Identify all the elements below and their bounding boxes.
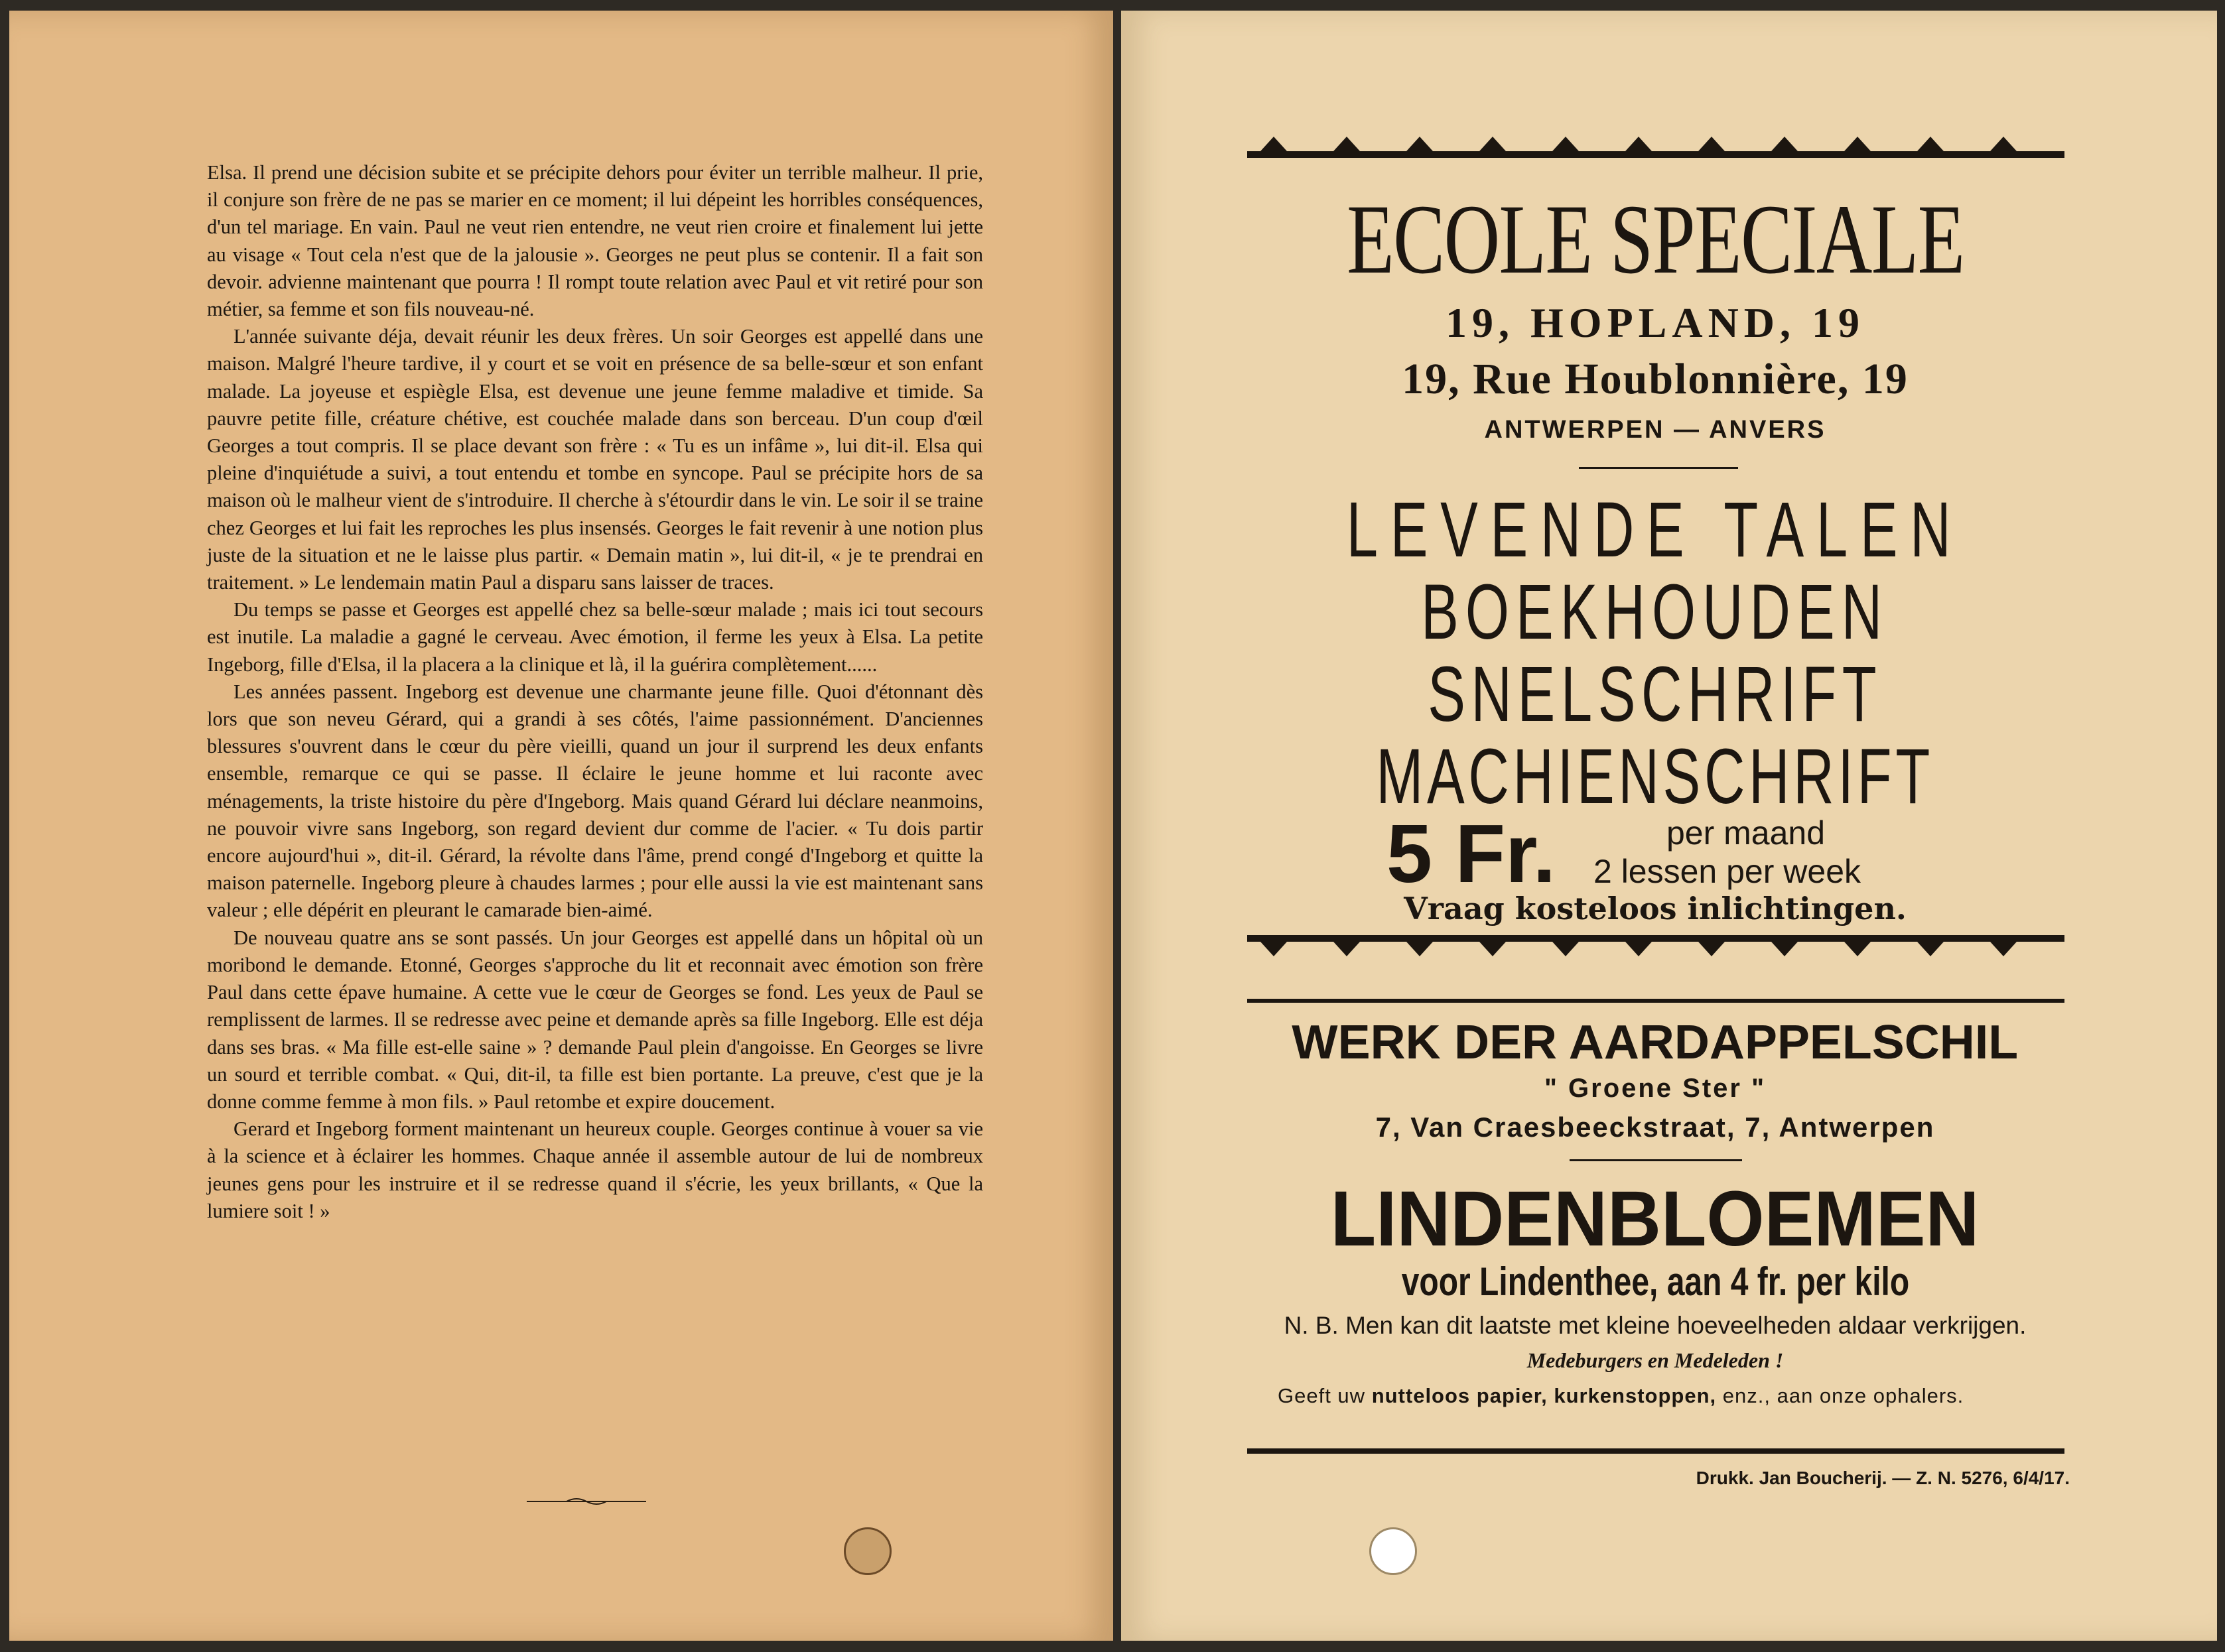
subject-line (1207, 568, 2103, 656)
werk-subtitle: " Groene Ster " (1544, 1074, 1767, 1103)
subject-line (1207, 733, 2103, 820)
story-paragraph: L'année suivante déja, devait réunir les deux frères. Un soir Georges est appellé dans une maison. Malgré l'heure tardive, il y court et se voit en présence de sa belle-sœur et son enfant malade. La joyeuse et espiègle Elsa, est devenue une jeune femme maladive et timide. Sa pauvre petite fille, créature chétive, est couchée malade dans son berceau. D'un coup d'œil Georges a tout compris. Il se place devant son frère : « Tu es un infâme », lui dit-il. Elsa qui pleine d'inquiétude a suivi, a tout entendu et tombe en syncope. Paul se précipite hors de sa maison où le malheur vient de s'introduire. Il cherche à s'étourdir dans le vin. Le soir il se traine chez Georges et lui fait les reproches les plus insensés. Georges le fait revenir à une notion plus juste de la situation et ne le laisse plus partir. « Demain matin », lui dit-il, « je te prendrai en traitement. » Le lendemain matin Paul a disparu sans laisser de traces. (207, 325, 983, 594)
appeal-bold-text: nutteloos papier, kurkenstoppen, (1371, 1384, 1717, 1407)
werk-title-text: WERK DER AARDAPPELSCHIL (1292, 1016, 2019, 1069)
werk-title (1207, 1016, 2103, 1069)
story-paragraph: Les années passent. Ingeborg est devenue une charmante jeune fille. Quoi d'étonnant dès lors que son neveu Gérard, qui a grandi à ses côtés, l'aime passionnément. D'anciennes blessures s'ouvrent dans le cœur du père vieilli, quand un jour il surprend les deux enfants ensemble, remarque ce qui se passe. Il éclaire le jeune homme et lui raconte avec ménagements, la triste histoire du père d'Ingeborg. Mais quand Gérard lui déclare neanmoins, ne pouvoir vivre sans Ingeborg, son regard devient dur comme de l'acier. « Tu dois partir encore aujourd'hui », dit-il. Gérard, la révolte dans l'âme, prend congé d'Ingeborg et quitte la maison paternelle. Ingeborg pleure à chaudes larmes ; pour elle aussi la vie est maintenant sans valeur ; elle dépérit en pleurant le camarade bien-aimé. (207, 680, 983, 922)
subject-text: MACHIENSCHRIFT (1376, 733, 1934, 820)
right-page (1121, 11, 2217, 1641)
punch-hole (844, 1527, 892, 1575)
subject-text: BOEKHOUDEN (1421, 568, 1889, 656)
werk-address: 7, Van Craesbeeckstraat, 7, Antwerpen (1375, 1112, 1935, 1143)
appeal-text-end: enz., aan onze ophalers. (1716, 1384, 1964, 1407)
appeal-text: Geeft uw (1278, 1384, 1372, 1407)
appeal (1278, 1382, 2041, 1410)
school-address-line1: 19, HOPLAND, 19 (1446, 299, 1865, 346)
school-city: ANTWERPEN — ANVERS (1484, 416, 1826, 444)
story-paragraph: Elsa. Il prend une décision subite et se précipite dehors pour éviter un terrible malheur. Il prie, il conjure son frère de ne pas se marier en ce moment; il lui dépeint les horribles conséquences, d'un tel mariage. En vain. Paul ne veut rien entendre, ne veut rien croire et finalement lui jette au visage « Tout cela n'est que de la jalousie ». Georges ne peut plus se contenir. Il a fait son devoir. advienne maintenant que pourra ! Il rompt toute relation avec Paul et vit retiré pour son métier, sa femme et son fils nouveau-né. (207, 161, 983, 321)
divider (1247, 1448, 2064, 1454)
subject-text: LEVENDE TALEN (1347, 486, 1964, 574)
school-title-text: ECOLE SPECIALE (1346, 184, 1964, 294)
linden-subtitle-text: voor Lindenthee, aan 4 fr. per kilo (1401, 1259, 1909, 1304)
left-page (9, 11, 1113, 1641)
linden-note: N. B. Men kan dit laatste met kleine hoeveelheden aldaar verkrijgen. (1284, 1312, 2027, 1339)
call-to-action: Vraag kosteloos inlichtingen. (1404, 891, 1907, 926)
price-note-lessons: 2 lessen per week (1593, 853, 1861, 890)
story-text (207, 159, 983, 1225)
divider (1247, 999, 2064, 1003)
linden-subtitle (1207, 1260, 2103, 1304)
subject-text: SNELSCHRIFT (1428, 651, 1883, 738)
school-address-line2: 19, Rue Houblonnière, 19 (1402, 355, 1909, 403)
subject-line (1207, 651, 2103, 738)
story-paragraph: Gerard et Ingeborg forment maintenant un heureux couple. Georges continue à vouer sa vie à la science et à éclairer les hommes. Chaque année il assemble autour de lui de nombreux jeunes gens pour les instruire et il se redresse quand il s'écrie, les yeux brillants, « Que la lumiere soit ! » (207, 1117, 983, 1222)
ornamental-border-middle (1247, 932, 2064, 960)
divider (1579, 467, 1738, 469)
price: 5 Fr. (1386, 808, 1556, 900)
linden-title-text: LINDENBLOEMEN (1331, 1175, 1980, 1263)
linden-title (1207, 1175, 2103, 1263)
end-ornament (527, 1496, 646, 1507)
story-paragraph: De nouveau quatre ans se sont passés. Un jour Georges est appellé dans un hôpital où un moribond le demande. Etonné, Georges s'approche du lit et reconnait avec émotion son frère Paul dans cette épave humaine. A cette vue le cœur de Georges se fond. Les yeux de Paul se remplissent de larmes. Il se redresse avec peine et demande après sa fille Ingeborg. Elle est déja dans ses bras. « Ma fille est-elle saine » ? demande Paul plein d'angoisse. En Georges se livre un sourd et terrible combat. « Qui, dit-il, ta fille est bien portante. La preuve, c'est que je la donne comme femme à mon fils. » Paul retombe et expire doucement. (207, 926, 983, 1113)
punch-hole (1369, 1527, 1417, 1575)
school-title (1207, 184, 2103, 294)
ornamental-border-top (1247, 133, 2064, 160)
price-note-monthly: per maand (1666, 814, 1826, 852)
story-paragraph: Du temps se passe et Georges est appellé chez sa belle-sœur malade ; mais ici tout secours est inutile. La maladie a gagné le cerveau. Avec émotion, il ferme les yeux à Elsa. La petite Ingeborg, fille d'Elsa, il la placera a la clinique et là, il la guérira complètement...... (207, 598, 983, 676)
divider (1570, 1159, 1742, 1161)
printer-line: Drukk. Jan Boucherij. — Z. N. 5276, 6/4/17. (1696, 1468, 2070, 1488)
greeting: Medeburgers en Medeleden ! (1526, 1348, 1784, 1372)
subject-line (1207, 486, 2103, 574)
